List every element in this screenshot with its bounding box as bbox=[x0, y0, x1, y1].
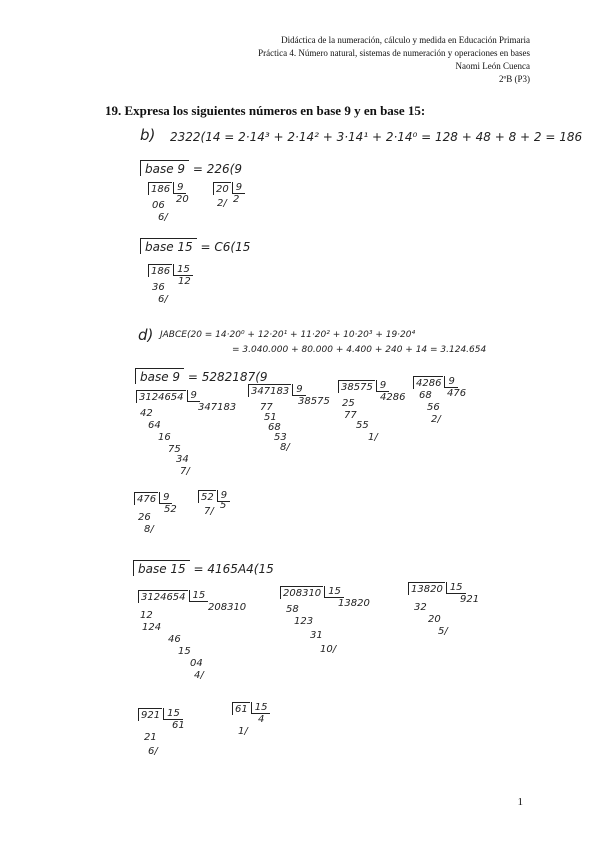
divisor: 9 bbox=[232, 182, 245, 194]
d15-division-3 bbox=[408, 582, 480, 637]
quotient: 208310 bbox=[208, 602, 247, 613]
part-d-expansion: JABCE(20 = 14·20⁰ + 12·20¹ + 11·20² + 10·20³ + 19·20⁴ bbox=[160, 330, 416, 340]
step: 77 bbox=[260, 402, 273, 413]
part-d-expansion-2: = 3.040.000 + 80.000 + 4.400 + 240 + 14 = 3.124.654 bbox=[232, 345, 487, 355]
quotient: 12 bbox=[178, 276, 191, 287]
student-name: Naomi León Cuenca bbox=[455, 61, 530, 71]
b9-division-1 bbox=[148, 182, 189, 223]
dividend: 186 bbox=[148, 182, 172, 195]
divisor: 15 bbox=[251, 702, 271, 714]
part-b-base9-result: = 226(9 bbox=[192, 162, 242, 176]
step: 36 bbox=[152, 282, 165, 293]
step: 16 bbox=[158, 432, 171, 443]
practice-title: Práctica 4. Número natural, sistemas de numeración y operaciones en bases bbox=[258, 48, 530, 58]
step: 06 bbox=[152, 200, 165, 211]
step: 68 bbox=[268, 422, 281, 433]
d9-division-2 bbox=[248, 384, 330, 453]
step: 55 bbox=[356, 420, 369, 431]
remainder: 4/ bbox=[194, 670, 204, 681]
step: 04 bbox=[190, 658, 203, 669]
step: 68 bbox=[419, 390, 432, 401]
d9-division-1 bbox=[136, 390, 237, 477]
quotient: 52 bbox=[164, 504, 177, 515]
step: 46 bbox=[168, 634, 181, 645]
step: 77 bbox=[344, 410, 357, 421]
dividend: 3124654 bbox=[138, 590, 188, 603]
dividend: 38575 bbox=[338, 380, 375, 393]
part-d-base9-title: base 9 bbox=[135, 368, 184, 384]
part-b-base9-heading bbox=[140, 162, 242, 176]
d9-division-6 bbox=[198, 490, 230, 517]
dividend: 4286 bbox=[413, 376, 443, 389]
course-title: Didáctica de la numeración, cálculo y medida en Educación Primaria bbox=[281, 35, 530, 45]
step: 25 bbox=[342, 398, 355, 409]
step: 75 bbox=[168, 444, 181, 455]
d15-division-2 bbox=[280, 586, 370, 655]
step: 64 bbox=[148, 420, 161, 431]
divisor: 15 bbox=[324, 586, 344, 598]
part-b-base15-title: base 15 bbox=[140, 238, 197, 254]
page-number: 1 bbox=[517, 796, 523, 808]
remainder: 8/ bbox=[280, 442, 290, 453]
question-title: 19. Expresa los siguientes números en base 9 y en base 15: bbox=[105, 103, 426, 118]
quotient: 13820 bbox=[338, 598, 370, 609]
dividend: 347183 bbox=[248, 384, 291, 397]
quotient: 4 bbox=[258, 714, 265, 725]
divisor: 9 bbox=[376, 380, 389, 392]
remainder: 7/ bbox=[180, 466, 190, 477]
step: 31 bbox=[310, 630, 323, 641]
d15-division-1 bbox=[138, 590, 247, 681]
d9-division-4 bbox=[413, 376, 467, 425]
dividend: 13820 bbox=[408, 582, 445, 595]
remainder: 1/ bbox=[238, 726, 248, 737]
quotient: 38575 bbox=[298, 396, 330, 407]
divisor: 15 bbox=[173, 264, 193, 276]
step: 32 bbox=[414, 602, 427, 613]
dividend: 208310 bbox=[280, 586, 323, 599]
step: 12 bbox=[140, 610, 153, 621]
remainder: 7/ bbox=[204, 506, 214, 517]
part-d-base15-title: base 15 bbox=[133, 560, 190, 576]
step: 26 bbox=[138, 512, 151, 523]
quotient: 347183 bbox=[198, 402, 237, 413]
remainder: 2/ bbox=[217, 198, 227, 209]
part-b-base15-result: = C6(15 bbox=[200, 240, 251, 254]
divisor: 15 bbox=[189, 590, 209, 602]
part-b-base15-heading bbox=[140, 240, 250, 254]
remainder: 6/ bbox=[158, 212, 168, 223]
step: 42 bbox=[140, 408, 153, 419]
dividend: 61 bbox=[232, 702, 250, 715]
remainder: 6/ bbox=[148, 746, 158, 757]
part-d-base9-heading bbox=[135, 370, 268, 384]
divisor: 9 bbox=[159, 492, 172, 504]
d15-division-5 bbox=[232, 702, 270, 737]
divisor: 15 bbox=[446, 582, 466, 594]
remainder: 2/ bbox=[431, 414, 441, 425]
quotient: 921 bbox=[460, 594, 480, 605]
divisor: 9 bbox=[217, 490, 230, 502]
part-b-expansion: 2322(14 = 2·14³ + 2·14² + 3·14¹ + 2·14⁰ = 128 + 48 + 8 + 2 = 186 bbox=[170, 130, 583, 144]
d9-division-5 bbox=[134, 492, 177, 535]
d15-division-4 bbox=[138, 708, 185, 757]
dividend: 921 bbox=[138, 708, 162, 721]
step: 20 bbox=[428, 614, 441, 625]
step: 123 bbox=[294, 616, 314, 627]
divisor: 9 bbox=[187, 390, 200, 402]
d9-division-3 bbox=[338, 380, 406, 443]
divisor: 9 bbox=[444, 376, 457, 388]
dividend: 186 bbox=[148, 264, 172, 277]
quotient: 476 bbox=[447, 388, 467, 399]
quotient: 61 bbox=[172, 720, 185, 731]
step: 51 bbox=[264, 412, 277, 423]
remainder: 8/ bbox=[144, 524, 154, 535]
remainder: 6/ bbox=[158, 294, 168, 305]
part-d-label: d) bbox=[138, 326, 154, 344]
dividend: 476 bbox=[134, 492, 158, 505]
step: 124 bbox=[142, 622, 162, 633]
document-header bbox=[258, 34, 530, 86]
step: 21 bbox=[144, 732, 157, 743]
step: 58 bbox=[286, 604, 299, 615]
divisor: 15 bbox=[163, 708, 183, 720]
quotient: 20 bbox=[176, 194, 189, 205]
quotient: 2 bbox=[233, 194, 240, 205]
divisor: 9 bbox=[292, 384, 305, 396]
part-d-base9-result: = 5282187(9 bbox=[187, 370, 268, 384]
step: 34 bbox=[176, 454, 189, 465]
remainder: 10/ bbox=[320, 644, 337, 655]
part-b-label: b) bbox=[140, 126, 156, 144]
dividend: 20 bbox=[213, 182, 231, 195]
part-d-base15-heading bbox=[133, 562, 274, 576]
dividend: 52 bbox=[198, 490, 216, 503]
part-b-base9-title: base 9 bbox=[140, 160, 189, 176]
step: 56 bbox=[427, 402, 440, 413]
step: 53 bbox=[274, 432, 287, 443]
remainder: 5/ bbox=[438, 626, 448, 637]
group-label: 2ºB (P3) bbox=[498, 74, 530, 84]
dividend: 3124654 bbox=[136, 390, 186, 403]
b15-division-1 bbox=[148, 264, 193, 305]
step: 15 bbox=[178, 646, 191, 657]
divisor: 9 bbox=[173, 182, 186, 194]
part-d-base15-result: = 4165A4(15 bbox=[193, 562, 274, 576]
b9-division-2 bbox=[213, 182, 245, 209]
quotient: 4286 bbox=[380, 392, 406, 403]
quotient: 5 bbox=[220, 500, 227, 511]
remainder: 1/ bbox=[368, 432, 378, 443]
